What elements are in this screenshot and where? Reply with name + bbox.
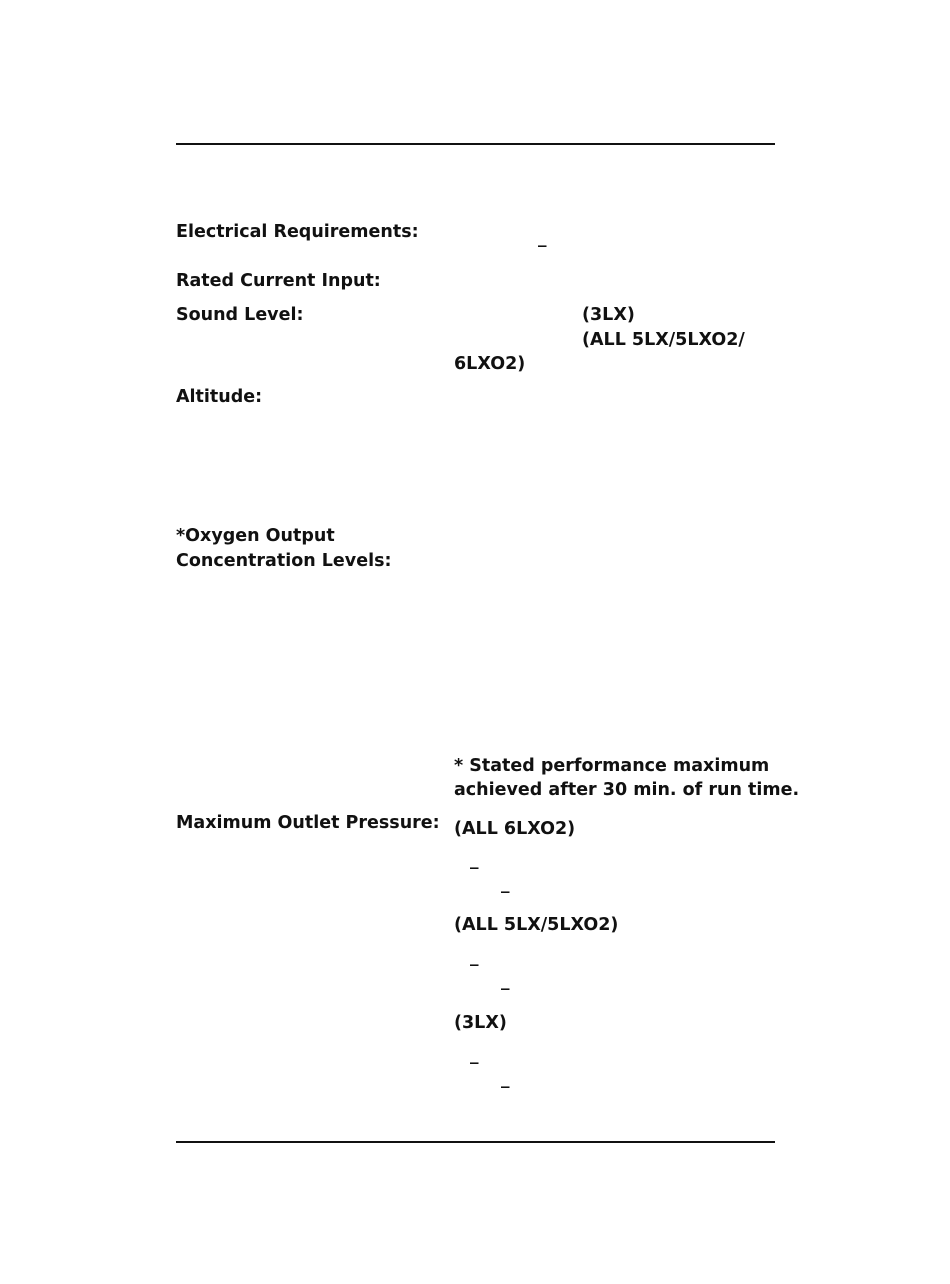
pressure-6lxo2-dash-1: _: [470, 850, 479, 870]
electrical-dash: _: [538, 228, 547, 248]
oxygen-output-label-line2: Concentration Levels:: [176, 551, 392, 571]
bottom-rule: [176, 1141, 775, 1143]
pressure-3lx-dash-2: _: [501, 1069, 510, 1089]
pressure-5lx-heading: (ALL 5LX/5LXO2): [454, 915, 619, 935]
sound-level-all-line1: (ALL 5LX/5LXO2/: [582, 330, 745, 350]
oxygen-output-label-line1: *Oxygen Output: [176, 526, 335, 546]
sound-level-3lx: (3LX): [582, 305, 635, 325]
pressure-6lxo2-heading: (ALL 6LXO2): [454, 819, 576, 839]
performance-note-line2: achieved after 30 min. of run time.: [454, 780, 800, 800]
electrical-requirements-label: Electrical Requirements:: [176, 222, 419, 242]
sound-level-label: Sound Level:: [176, 305, 304, 325]
pressure-3lx-dash-1: _: [470, 1045, 479, 1065]
performance-note-line1: * Stated performance maximum: [454, 756, 770, 776]
pressure-5lx-dash-2: _: [501, 971, 510, 991]
max-outlet-pressure-label: Maximum Outlet Pressure:: [176, 813, 440, 833]
pressure-3lx-heading: (3LX): [454, 1013, 507, 1033]
sound-level-all-line2: 6LXO2): [454, 354, 526, 374]
pressure-6lxo2-dash-2: _: [501, 874, 510, 894]
altitude-label: Altitude:: [176, 387, 263, 407]
top-rule: [176, 143, 775, 145]
pressure-5lx-dash-1: _: [470, 947, 479, 967]
rated-current-label: Rated Current Input:: [176, 271, 381, 291]
